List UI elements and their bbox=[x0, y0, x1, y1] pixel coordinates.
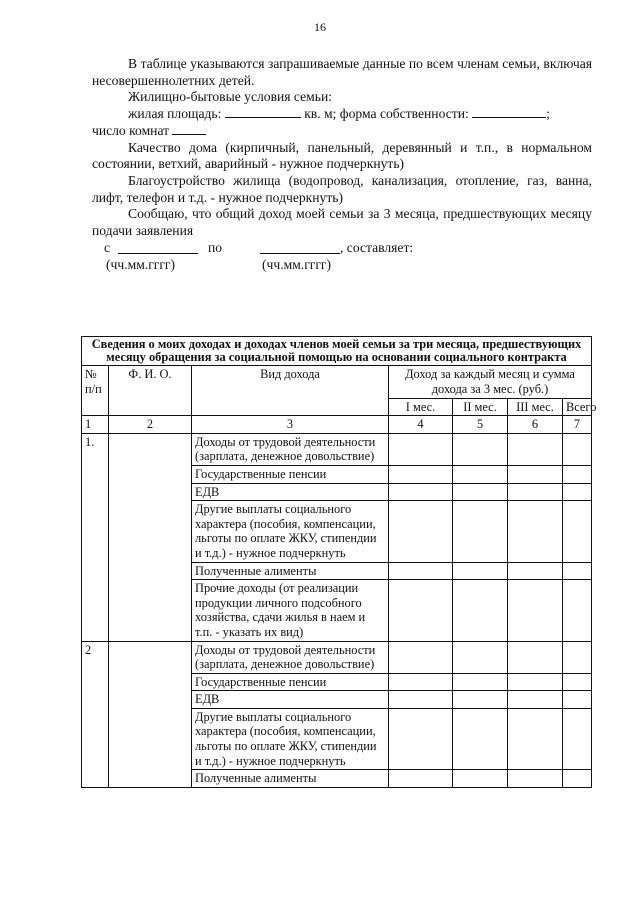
amount-cell-month-1[interactable] bbox=[389, 433, 453, 465]
living-area-label: жилая площадь: bbox=[128, 106, 222, 122]
ownership-field[interactable] bbox=[472, 106, 546, 118]
header-name: Ф. И. О. bbox=[109, 366, 192, 416]
column-number: 4 bbox=[389, 416, 453, 434]
table-row bbox=[82, 641, 592, 673]
income-type-cell: Государственные пенсии bbox=[192, 673, 389, 691]
column-number-row bbox=[82, 416, 592, 434]
amount-cell-total[interactable] bbox=[563, 562, 592, 580]
amount-cell-month-3[interactable] bbox=[508, 483, 563, 501]
date-format-line bbox=[92, 257, 592, 274]
amount-cell-month-2[interactable] bbox=[453, 580, 508, 641]
header-total: Всего bbox=[563, 398, 592, 416]
income-type-cell: Полученные алименты bbox=[192, 562, 389, 580]
member-number: 2 bbox=[82, 641, 109, 787]
income-type-cell: Другие выплаты социального характера (пособия, компенсации, льготы по оплате ЖКУ, стипендии и т.д.) - нужное подчеркнуть bbox=[192, 501, 389, 562]
amount-cell-month-1[interactable] bbox=[389, 465, 453, 483]
amount-cell-total[interactable] bbox=[563, 433, 592, 465]
column-number: 3 bbox=[192, 416, 389, 434]
amount-cell-month-2[interactable] bbox=[453, 483, 508, 501]
income-type-cell: Доходы от трудовой деятельности (зарплата, денежное довольствие) bbox=[192, 433, 389, 465]
amount-cell-month-1[interactable] bbox=[389, 580, 453, 641]
amount-cell-total[interactable] bbox=[563, 770, 592, 788]
amount-cell-month-2[interactable] bbox=[453, 691, 508, 709]
amount-cell-month-1[interactable] bbox=[389, 641, 453, 673]
header-income-type: Вид дохода bbox=[192, 366, 389, 416]
amount-cell-month-2[interactable] bbox=[453, 770, 508, 788]
living-conditions-heading: Жилищно-бытовые условия семьи: bbox=[128, 89, 333, 105]
member-name-cell[interactable] bbox=[109, 433, 192, 641]
header-month-1: I мес. bbox=[389, 398, 453, 416]
period-line bbox=[92, 240, 592, 257]
amount-cell-month-1[interactable] bbox=[389, 770, 453, 788]
income-table bbox=[81, 336, 597, 788]
amount-cell-month-2[interactable] bbox=[453, 708, 508, 769]
form-text bbox=[92, 56, 592, 274]
column-number: 6 bbox=[508, 416, 563, 434]
amount-cell-month-3[interactable] bbox=[508, 770, 563, 788]
ownership-label: кв. м; форма собственности: bbox=[304, 106, 469, 122]
amount-cell-month-1[interactable] bbox=[389, 483, 453, 501]
living-area-field[interactable] bbox=[225, 106, 301, 118]
amount-cell-month-3[interactable] bbox=[508, 691, 563, 709]
column-number: 2 bbox=[109, 416, 192, 434]
header-month-2: II мес. bbox=[453, 398, 508, 416]
header-num: № п/п bbox=[82, 366, 109, 416]
income-type-cell: Полученные алименты bbox=[192, 770, 389, 788]
amount-cell-month-1[interactable] bbox=[389, 673, 453, 691]
column-number: 1 bbox=[82, 416, 109, 434]
amount-cell-total[interactable] bbox=[563, 580, 592, 641]
rooms-label: число комнат bbox=[92, 122, 170, 138]
column-number: 5 bbox=[453, 416, 508, 434]
income-type-cell: ЕДВ bbox=[192, 483, 389, 501]
member-name-cell[interactable] bbox=[109, 641, 192, 787]
amenities-text: Благоустройство жилища (водопровод, канализация, отопление, газ, ванна, лифт, телефон и т.д. - нужное подчеркнуть) bbox=[92, 172, 592, 205]
income-statement-text: Сообщаю, что общий доход моей семьи за 3 месяца, предшествующих месяцу подачи заявления bbox=[92, 206, 592, 239]
amount-cell-month-2[interactable] bbox=[453, 673, 508, 691]
member-number: 1. bbox=[82, 433, 109, 641]
amount-cell-month-2[interactable] bbox=[453, 501, 508, 562]
amount-cell-month-1[interactable] bbox=[389, 708, 453, 769]
header-income-group: Доход за каждый месяц и сумма дохода за 3 мес. (руб.) bbox=[389, 366, 592, 398]
amount-cell-month-3[interactable] bbox=[508, 708, 563, 769]
date-format-hint-to: (чч.мм.гггг) bbox=[262, 256, 332, 272]
amount-cell-month-3[interactable] bbox=[508, 641, 563, 673]
amount-cell-month-3[interactable] bbox=[508, 562, 563, 580]
amount-cell-month-3[interactable] bbox=[508, 501, 563, 562]
house-quality-text: Качество дома (кирпичный, панельный, деревянный и т.п., в нормальном состоянии, ветхий, аварийный - нужное подчеркнуть) bbox=[92, 139, 592, 172]
amount-cell-month-1[interactable] bbox=[389, 562, 453, 580]
date-format-hint-from: (чч.мм.гггг) bbox=[106, 256, 176, 272]
rooms-line bbox=[92, 123, 592, 140]
amount-cell-total[interactable] bbox=[563, 691, 592, 709]
income-type-cell: Другие выплаты социального характера (пособия, компенсации, льготы по оплате ЖКУ, стипендии и т.д.) - нужное подчеркнуть bbox=[192, 708, 389, 769]
amount-cell-month-1[interactable] bbox=[389, 691, 453, 709]
amount-cell-total[interactable] bbox=[563, 708, 592, 769]
amount-cell-month-3[interactable] bbox=[508, 433, 563, 465]
page-number: 16 bbox=[314, 20, 326, 34]
income-type-cell: ЕДВ bbox=[192, 691, 389, 709]
income-type-cell: Прочие доходы (от реализации продукции личного подсобного хозяйства, сдачи жилья в наем и т.п. - указать их вид) bbox=[192, 580, 389, 641]
table-instruction: В таблице указываются запрашиваемые данные по всем членам семьи, включая несовершеннолетних детей. bbox=[92, 56, 592, 88]
amount-cell-month-2[interactable] bbox=[453, 433, 508, 465]
date-from-field[interactable] bbox=[118, 242, 198, 254]
income-type-cell: Государственные пенсии bbox=[192, 465, 389, 483]
amount-cell-month-3[interactable] bbox=[508, 580, 563, 641]
amount-cell-month-1[interactable] bbox=[389, 501, 453, 562]
amount-cell-total[interactable] bbox=[563, 483, 592, 501]
amount-cell-month-2[interactable] bbox=[453, 641, 508, 673]
amount-cell-month-3[interactable] bbox=[508, 465, 563, 483]
amount-cell-total[interactable] bbox=[563, 501, 592, 562]
amount-cell-month-3[interactable] bbox=[508, 673, 563, 691]
table-caption: Сведения о моих доходах и доходах членов моей семьи за три месяца, предшествующих месяцу обращения за социальной помощью на основании социального контракта bbox=[82, 337, 592, 366]
to-label: по bbox=[208, 239, 223, 255]
rooms-field[interactable] bbox=[172, 123, 206, 135]
amount-cell-total[interactable] bbox=[563, 465, 592, 483]
column-number: 7 bbox=[563, 416, 592, 434]
amount-cell-total[interactable] bbox=[563, 641, 592, 673]
living-area-line bbox=[92, 106, 592, 123]
amounts-to-label: , составляет: bbox=[340, 239, 414, 255]
semicolon: ; bbox=[546, 106, 550, 122]
table-row bbox=[82, 433, 592, 465]
from-label: с bbox=[104, 239, 111, 255]
amount-cell-total[interactable] bbox=[563, 673, 592, 691]
amount-cell-month-2[interactable] bbox=[453, 465, 508, 483]
date-to-field[interactable] bbox=[260, 242, 340, 254]
amount-cell-month-2[interactable] bbox=[453, 562, 508, 580]
income-type-cell: Доходы от трудовой деятельности (зарплата, денежное довольствие) bbox=[192, 641, 389, 673]
header-month-3: III мес. bbox=[508, 398, 563, 416]
